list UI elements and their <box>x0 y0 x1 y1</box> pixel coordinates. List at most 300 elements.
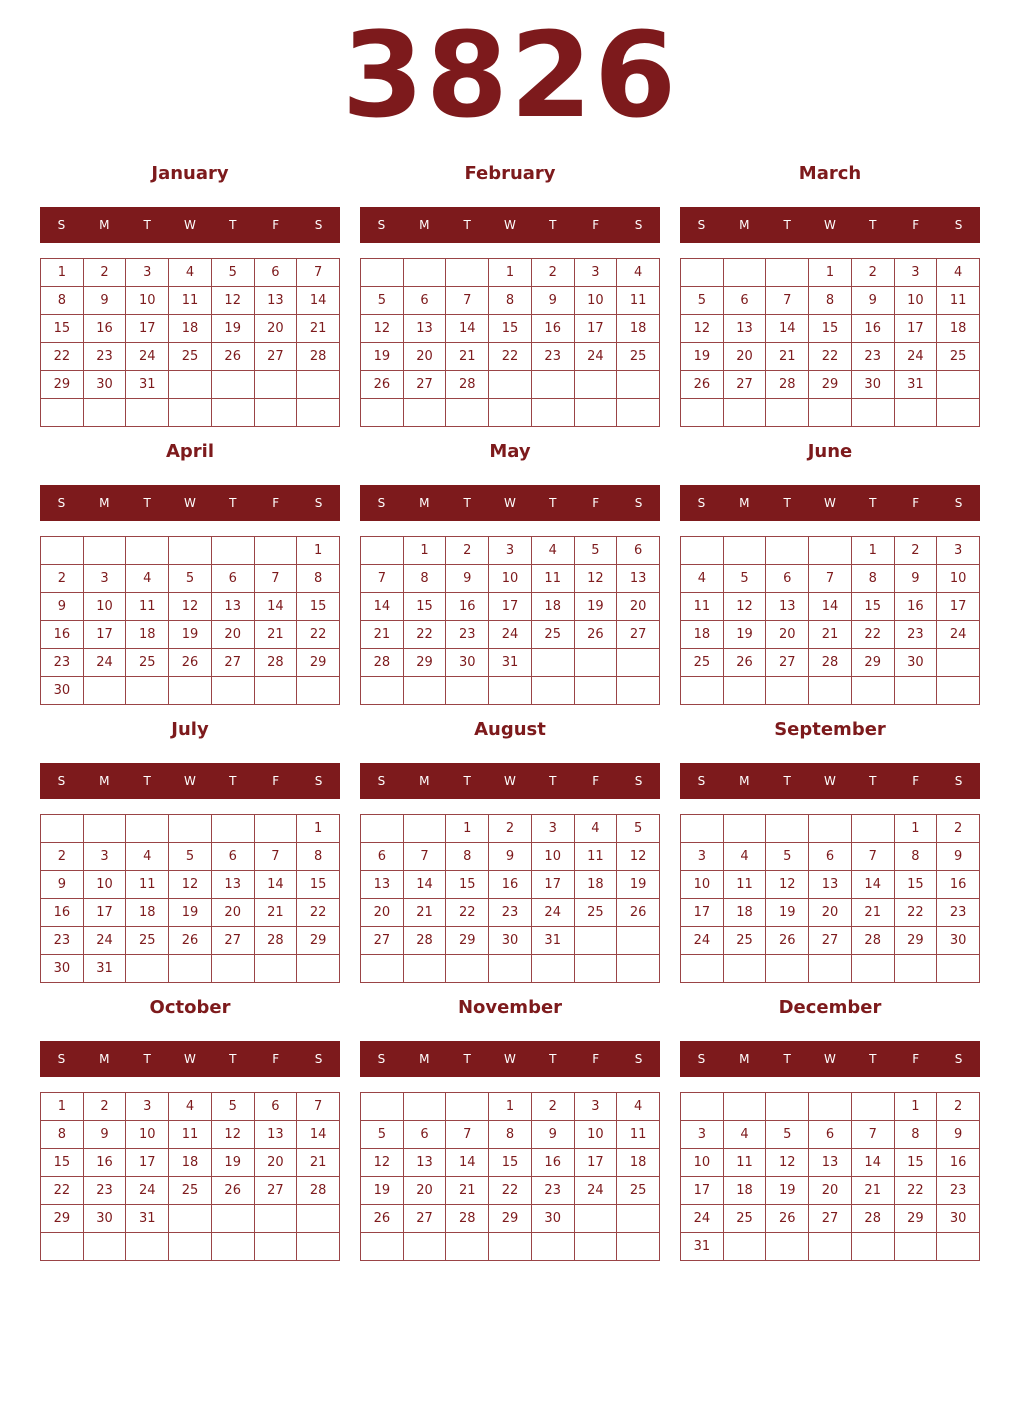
empty-day-cell <box>937 1233 980 1261</box>
weekday-label: S <box>954 496 963 510</box>
weekday-label: S <box>634 496 643 510</box>
day-cell: 11 <box>575 843 618 871</box>
day-cell: 25 <box>617 1177 660 1205</box>
weekday-header <box>360 763 660 799</box>
day-cell: 2 <box>895 537 938 565</box>
day-cell: 5 <box>617 815 660 843</box>
day-cell: 17 <box>126 315 169 343</box>
month-name: August <box>474 719 546 740</box>
day-cell: 18 <box>532 593 575 621</box>
day-cell: 6 <box>724 287 767 315</box>
day-cell: 25 <box>681 649 724 677</box>
day-cell: 14 <box>361 593 404 621</box>
day-cell: 1 <box>489 1093 532 1121</box>
empty-day-cell <box>169 815 212 843</box>
day-cell: 27 <box>361 927 404 955</box>
day-cell: 21 <box>255 621 298 649</box>
month-name: February <box>464 163 556 184</box>
day-cell: 2 <box>489 815 532 843</box>
day-cell: 16 <box>852 315 895 343</box>
day-cell: 11 <box>169 1121 212 1149</box>
empty-day-cell <box>809 955 852 983</box>
day-cell: 21 <box>766 343 809 371</box>
day-cell: 13 <box>212 593 255 621</box>
day-cell: 20 <box>255 1149 298 1177</box>
day-cell: 14 <box>255 871 298 899</box>
empty-day-cell <box>489 371 532 399</box>
day-cell: 24 <box>126 1177 169 1205</box>
month-name: March <box>798 163 862 184</box>
weekday-label: T <box>229 774 237 788</box>
day-cell: 3 <box>681 1121 724 1149</box>
empty-day-cell <box>404 1233 447 1261</box>
month-name: December <box>778 997 882 1018</box>
empty-day-cell <box>681 955 724 983</box>
day-cell: 18 <box>169 1149 212 1177</box>
empty-day-cell <box>126 677 169 705</box>
day-cell: 1 <box>895 1093 938 1121</box>
empty-day-cell <box>724 1093 767 1121</box>
weekday-label: S <box>57 774 66 788</box>
empty-day-cell <box>169 537 212 565</box>
day-cell: 16 <box>446 593 489 621</box>
empty-day-cell <box>446 259 489 287</box>
day-cell: 16 <box>84 1149 127 1177</box>
day-cell: 21 <box>361 621 404 649</box>
weekday-label: T <box>869 218 877 232</box>
empty-day-cell <box>361 1233 404 1261</box>
empty-day-cell <box>255 815 298 843</box>
weekday-header <box>360 1041 660 1077</box>
day-cell: 9 <box>84 1121 127 1149</box>
day-cell: 8 <box>809 287 852 315</box>
day-cell: 18 <box>126 899 169 927</box>
day-cell: 28 <box>255 649 298 677</box>
day-cell: 22 <box>489 1177 532 1205</box>
day-cell: 14 <box>766 315 809 343</box>
empty-day-cell <box>489 1233 532 1261</box>
day-cell: 23 <box>852 343 895 371</box>
weekday-label: W <box>824 218 836 232</box>
day-cell: 6 <box>809 843 852 871</box>
day-cell: 22 <box>41 343 84 371</box>
empty-day-cell <box>297 955 340 983</box>
empty-day-cell <box>297 1205 340 1233</box>
day-cell: 22 <box>852 621 895 649</box>
day-cell: 28 <box>446 1205 489 1233</box>
day-cell: 6 <box>766 565 809 593</box>
empty-day-cell <box>212 815 255 843</box>
empty-day-cell <box>404 399 447 427</box>
day-cell: 21 <box>446 1177 489 1205</box>
empty-day-cell <box>169 399 212 427</box>
day-cell: 22 <box>895 899 938 927</box>
day-cell: 4 <box>126 843 169 871</box>
empty-day-cell <box>361 677 404 705</box>
day-grid <box>40 258 340 427</box>
weekday-header <box>360 207 660 243</box>
day-cell: 24 <box>84 927 127 955</box>
day-cell: 27 <box>255 343 298 371</box>
weekday-label: M <box>99 1052 110 1066</box>
day-grid <box>680 1092 980 1261</box>
weekday-label: S <box>314 218 323 232</box>
weekday-label: S <box>57 496 66 510</box>
day-cell: 11 <box>681 593 724 621</box>
day-cell: 11 <box>937 287 980 315</box>
weekday-label: T <box>229 496 237 510</box>
day-cell: 11 <box>126 593 169 621</box>
day-cell: 5 <box>169 565 212 593</box>
day-cell: 4 <box>617 1093 660 1121</box>
weekday-label: M <box>739 218 750 232</box>
day-cell: 24 <box>532 899 575 927</box>
day-cell: 29 <box>852 649 895 677</box>
empty-day-cell <box>575 955 618 983</box>
day-cell: 2 <box>937 1093 980 1121</box>
day-cell: 25 <box>169 343 212 371</box>
day-cell: 3 <box>489 537 532 565</box>
day-cell: 31 <box>489 649 532 677</box>
month-name: November <box>457 997 563 1018</box>
day-cell: 16 <box>532 315 575 343</box>
empty-day-cell <box>297 677 340 705</box>
empty-day-cell <box>84 1233 127 1261</box>
day-cell: 27 <box>212 649 255 677</box>
empty-day-cell <box>766 1233 809 1261</box>
empty-day-cell <box>809 537 852 565</box>
empty-day-cell <box>489 399 532 427</box>
empty-day-cell <box>84 677 127 705</box>
day-cell: 22 <box>297 621 340 649</box>
day-cell: 6 <box>255 259 298 287</box>
day-cell: 17 <box>681 899 724 927</box>
day-cell: 13 <box>404 1149 447 1177</box>
day-cell: 13 <box>809 871 852 899</box>
day-cell: 31 <box>532 927 575 955</box>
day-cell: 12 <box>361 1149 404 1177</box>
day-cell: 6 <box>212 843 255 871</box>
weekday-header <box>360 485 660 521</box>
empty-day-cell <box>681 399 724 427</box>
weekday-label: F <box>272 218 280 232</box>
empty-day-cell <box>404 815 447 843</box>
day-cell: 28 <box>809 649 852 677</box>
empty-day-cell <box>126 815 169 843</box>
empty-day-cell <box>937 677 980 705</box>
empty-day-cell <box>126 955 169 983</box>
empty-day-cell <box>617 1233 660 1261</box>
weekday-label: T <box>463 496 471 510</box>
day-cell: 10 <box>575 1121 618 1149</box>
month-may <box>360 438 660 706</box>
day-cell: 27 <box>809 927 852 955</box>
day-cell: 8 <box>895 1121 938 1149</box>
weekday-label: F <box>592 1052 600 1066</box>
weekday-label: S <box>377 1052 386 1066</box>
weekday-label: S <box>634 1052 643 1066</box>
day-cell: 23 <box>937 899 980 927</box>
months-grid <box>40 160 980 1262</box>
empty-day-cell <box>446 1233 489 1261</box>
day-cell: 31 <box>681 1233 724 1261</box>
empty-day-cell <box>852 1093 895 1121</box>
day-cell: 13 <box>212 871 255 899</box>
day-cell: 4 <box>724 843 767 871</box>
day-cell: 27 <box>255 1177 298 1205</box>
empty-day-cell <box>532 649 575 677</box>
day-cell: 9 <box>41 593 84 621</box>
empty-day-cell <box>41 399 84 427</box>
empty-day-cell <box>937 955 980 983</box>
day-cell: 18 <box>575 871 618 899</box>
weekday-label: S <box>634 774 643 788</box>
weekday-label: T <box>869 1052 877 1066</box>
day-cell: 23 <box>532 1177 575 1205</box>
day-cell: 8 <box>41 1121 84 1149</box>
weekday-label: M <box>419 1052 430 1066</box>
empty-day-cell <box>852 399 895 427</box>
weekday-label: F <box>272 496 280 510</box>
weekday-header <box>40 1041 340 1077</box>
month-august <box>360 716 660 984</box>
weekday-label: T <box>143 1052 151 1066</box>
day-cell: 3 <box>126 1093 169 1121</box>
empty-day-cell <box>169 677 212 705</box>
weekday-label: S <box>634 218 643 232</box>
day-cell: 1 <box>852 537 895 565</box>
day-cell: 28 <box>404 927 447 955</box>
empty-day-cell <box>212 371 255 399</box>
day-cell: 3 <box>681 843 724 871</box>
month-name: October <box>149 997 231 1018</box>
day-cell: 19 <box>766 899 809 927</box>
empty-day-cell <box>126 537 169 565</box>
day-cell: 26 <box>575 621 618 649</box>
day-cell: 7 <box>297 259 340 287</box>
day-cell: 24 <box>489 621 532 649</box>
day-cell: 25 <box>126 927 169 955</box>
day-cell: 2 <box>852 259 895 287</box>
empty-day-cell <box>766 259 809 287</box>
empty-day-cell <box>404 259 447 287</box>
weekday-label: T <box>143 774 151 788</box>
month-november <box>360 994 660 1262</box>
day-cell: 12 <box>212 287 255 315</box>
day-cell: 28 <box>852 927 895 955</box>
day-cell: 20 <box>404 1177 447 1205</box>
day-cell: 30 <box>84 371 127 399</box>
day-cell: 6 <box>361 843 404 871</box>
day-cell: 14 <box>297 1121 340 1149</box>
day-cell: 28 <box>446 371 489 399</box>
day-cell: 21 <box>809 621 852 649</box>
day-cell: 23 <box>41 649 84 677</box>
day-cell: 25 <box>724 927 767 955</box>
day-cell: 20 <box>212 899 255 927</box>
day-cell: 9 <box>84 287 127 315</box>
empty-day-cell <box>446 677 489 705</box>
day-cell: 12 <box>169 871 212 899</box>
empty-day-cell <box>126 1233 169 1261</box>
empty-day-cell <box>852 955 895 983</box>
day-cell: 21 <box>404 899 447 927</box>
day-cell: 28 <box>255 927 298 955</box>
day-cell: 24 <box>937 621 980 649</box>
day-cell: 9 <box>532 287 575 315</box>
empty-day-cell <box>404 677 447 705</box>
weekday-label: F <box>592 774 600 788</box>
empty-day-cell <box>724 399 767 427</box>
month-name: July <box>171 719 209 740</box>
day-cell: 1 <box>809 259 852 287</box>
empty-day-cell <box>809 677 852 705</box>
day-cell: 10 <box>575 287 618 315</box>
empty-day-cell <box>297 1233 340 1261</box>
day-cell: 30 <box>937 1205 980 1233</box>
day-cell: 24 <box>84 649 127 677</box>
day-cell: 11 <box>724 871 767 899</box>
weekday-header <box>40 763 340 799</box>
day-cell: 17 <box>489 593 532 621</box>
day-cell: 15 <box>41 1149 84 1177</box>
day-cell: 30 <box>84 1205 127 1233</box>
weekday-label: T <box>463 1052 471 1066</box>
day-cell: 14 <box>852 871 895 899</box>
month-june <box>680 438 980 706</box>
day-cell: 25 <box>169 1177 212 1205</box>
day-cell: 2 <box>937 815 980 843</box>
day-cell: 29 <box>297 927 340 955</box>
weekday-label: S <box>314 1052 323 1066</box>
empty-day-cell <box>575 371 618 399</box>
day-grid <box>360 536 660 705</box>
weekday-label: M <box>419 774 430 788</box>
day-cell: 20 <box>766 621 809 649</box>
day-cell: 19 <box>212 1149 255 1177</box>
weekday-label: F <box>272 774 280 788</box>
day-cell: 26 <box>681 371 724 399</box>
weekday-label: F <box>592 496 600 510</box>
day-cell: 18 <box>617 1149 660 1177</box>
day-cell: 7 <box>446 1121 489 1149</box>
empty-day-cell <box>532 1233 575 1261</box>
empty-day-cell <box>404 1093 447 1121</box>
day-cell: 10 <box>895 287 938 315</box>
empty-day-cell <box>937 371 980 399</box>
day-cell: 9 <box>852 287 895 315</box>
day-cell: 29 <box>41 371 84 399</box>
day-cell: 5 <box>169 843 212 871</box>
day-cell: 5 <box>212 259 255 287</box>
day-cell: 31 <box>126 371 169 399</box>
day-cell: 4 <box>617 259 660 287</box>
day-cell: 7 <box>255 565 298 593</box>
day-cell: 8 <box>41 287 84 315</box>
day-cell: 8 <box>297 565 340 593</box>
day-cell: 9 <box>937 1121 980 1149</box>
day-cell: 4 <box>169 1093 212 1121</box>
month-april <box>40 438 340 706</box>
day-grid <box>680 814 980 983</box>
day-cell: 26 <box>361 1205 404 1233</box>
empty-day-cell <box>41 1233 84 1261</box>
day-cell: 14 <box>446 315 489 343</box>
day-cell: 2 <box>84 1093 127 1121</box>
day-cell: 15 <box>895 871 938 899</box>
empty-day-cell <box>766 677 809 705</box>
empty-day-cell <box>766 537 809 565</box>
empty-day-cell <box>212 677 255 705</box>
day-cell: 7 <box>404 843 447 871</box>
day-cell: 22 <box>895 1177 938 1205</box>
day-cell: 30 <box>489 927 532 955</box>
day-cell: 8 <box>895 843 938 871</box>
day-cell: 16 <box>937 871 980 899</box>
day-cell: 26 <box>766 927 809 955</box>
day-cell: 17 <box>575 1149 618 1177</box>
weekday-label: S <box>954 1052 963 1066</box>
weekday-label: W <box>824 774 836 788</box>
month-name: June <box>807 441 853 462</box>
weekday-header <box>40 485 340 521</box>
month-september <box>680 716 980 984</box>
weekday-label: W <box>824 1052 836 1066</box>
day-cell: 6 <box>404 287 447 315</box>
day-cell: 31 <box>895 371 938 399</box>
day-cell: 10 <box>937 565 980 593</box>
day-cell: 29 <box>41 1205 84 1233</box>
day-cell: 12 <box>766 1149 809 1177</box>
empty-day-cell <box>681 815 724 843</box>
weekday-label: F <box>912 218 920 232</box>
weekday-label: S <box>697 774 706 788</box>
empty-day-cell <box>575 677 618 705</box>
empty-day-cell <box>255 955 298 983</box>
day-cell: 22 <box>404 621 447 649</box>
day-cell: 1 <box>895 815 938 843</box>
day-cell: 2 <box>41 565 84 593</box>
day-cell: 7 <box>446 287 489 315</box>
day-cell: 1 <box>489 259 532 287</box>
empty-day-cell <box>532 371 575 399</box>
weekday-label: S <box>57 218 66 232</box>
day-cell: 16 <box>41 899 84 927</box>
day-cell: 12 <box>766 871 809 899</box>
day-cell: 26 <box>617 899 660 927</box>
day-cell: 27 <box>404 371 447 399</box>
empty-day-cell <box>617 955 660 983</box>
day-cell: 5 <box>766 1121 809 1149</box>
day-cell: 17 <box>126 1149 169 1177</box>
weekday-label: S <box>954 218 963 232</box>
day-cell: 18 <box>617 315 660 343</box>
weekday-label: M <box>739 496 750 510</box>
empty-day-cell <box>681 677 724 705</box>
day-cell: 6 <box>809 1121 852 1149</box>
day-cell: 29 <box>489 1205 532 1233</box>
day-cell: 30 <box>41 677 84 705</box>
empty-day-cell <box>212 537 255 565</box>
day-cell: 16 <box>937 1149 980 1177</box>
empty-day-cell <box>895 1233 938 1261</box>
day-cell: 24 <box>126 343 169 371</box>
day-cell: 11 <box>617 287 660 315</box>
day-cell: 7 <box>255 843 298 871</box>
day-cell: 13 <box>809 1149 852 1177</box>
empty-day-cell <box>361 259 404 287</box>
weekday-label: T <box>549 1052 557 1066</box>
